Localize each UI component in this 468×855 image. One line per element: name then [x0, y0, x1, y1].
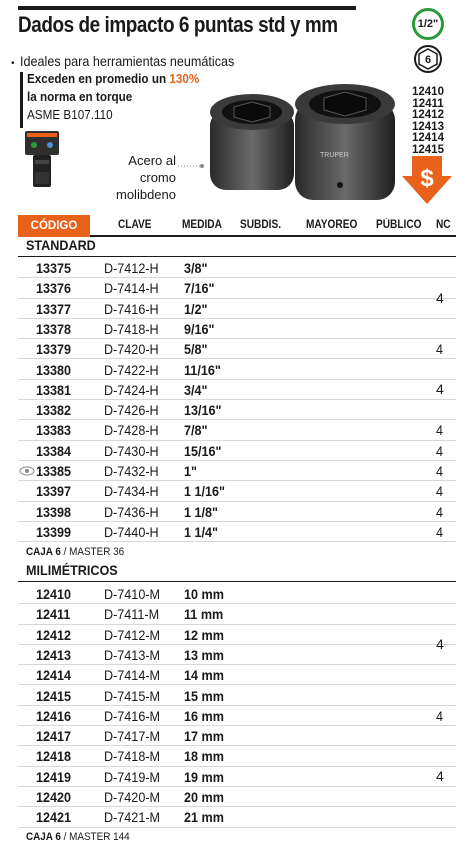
table-row — [18, 258, 456, 278]
product-code-cell: 13398 — [36, 503, 72, 520]
table-row — [18, 645, 456, 665]
bullet-dot: • — [11, 58, 15, 69]
nc-cell: 4 — [436, 341, 444, 358]
caja-label: CAJA 6 — [26, 546, 61, 558]
medida-cell: 3/4" — [184, 381, 208, 398]
product-code-cell: 12416 — [36, 707, 72, 724]
table-row — [18, 380, 456, 400]
table-row — [18, 807, 456, 827]
clave-cell: D-7416-M — [104, 707, 161, 724]
drive-size-badge — [412, 8, 444, 40]
eye-icon — [19, 466, 35, 476]
hex-points-label: 6 — [424, 54, 432, 66]
caja-note-metric — [26, 831, 130, 843]
medida-cell: 13 mm — [184, 646, 224, 663]
medida-cell: 16 mm — [184, 707, 224, 724]
product-code-cell: 13384 — [36, 442, 72, 459]
product-code: 12415 — [412, 143, 444, 156]
caja-note-standard — [26, 546, 124, 558]
price-symbol: $ — [420, 165, 434, 192]
medida-cell: 15 mm — [184, 687, 224, 704]
product-code-cell: 13376 — [36, 280, 72, 297]
product-code-cell: 12410 — [36, 586, 72, 602]
clave-cell: D-7432-H — [104, 463, 159, 479]
medida-cell: 12 mm — [184, 626, 224, 643]
product-code-cell: 12418 — [36, 748, 72, 765]
product-code: 12412 — [412, 109, 444, 121]
table-row — [18, 625, 456, 645]
product-code-list — [408, 87, 448, 156]
medida-cell: 21 mm — [184, 809, 224, 826]
medida-cell: 1 1/8" — [184, 503, 219, 520]
product-code-cell: 13399 — [36, 523, 72, 540]
product-code-cell: 12412 — [36, 626, 72, 643]
clave-cell: D-7417-M — [104, 728, 161, 745]
product-code-cell: 13375 — [36, 260, 72, 276]
product-code-cell: 13383 — [36, 422, 72, 439]
col-publico: PÚBLICO — [376, 219, 422, 231]
clave-cell: D-7440-H — [104, 523, 159, 540]
table-row — [18, 278, 456, 298]
product-code: 12410 — [412, 86, 444, 98]
table-row — [18, 604, 456, 624]
material-label: Acero al cromo molibdeno — [116, 153, 176, 202]
table-row — [18, 299, 456, 319]
nc-cell: 4 — [436, 503, 444, 520]
medida-cell: 14 mm — [184, 667, 224, 684]
product-code-cell: 13380 — [36, 361, 72, 378]
clave-cell: D-7424-H — [104, 381, 159, 398]
medida-cell: 19 mm — [184, 768, 224, 785]
medida-cell: 3/8" — [184, 260, 208, 276]
col-mayoreo: MAYOREO — [306, 219, 358, 231]
nc-group-value: 4 — [436, 768, 444, 784]
section-divider — [18, 256, 456, 257]
caja-label: CAJA 6 — [26, 831, 61, 843]
table-row — [18, 767, 456, 787]
socket-product-image — [200, 82, 410, 207]
feature-norm: la norma en torque — [27, 89, 133, 104]
product-code-cell: 12417 — [36, 728, 72, 745]
clave-cell: D-7416-H — [104, 300, 159, 317]
table-row — [18, 665, 456, 685]
medida-cell: 7/16" — [184, 280, 215, 297]
medida-cell: 20 mm — [184, 789, 224, 805]
clave-cell: D-7412-H — [104, 260, 159, 276]
nc-cell: 4 — [436, 707, 444, 724]
nc-cell: 4 — [436, 523, 444, 540]
product-code-cell: 12419 — [36, 768, 72, 785]
nc-cell: 4 — [436, 463, 444, 479]
clave-cell: D-7419-M — [104, 768, 161, 785]
product-code-cell: 13378 — [36, 320, 72, 337]
clave-cell: D-7418-M — [104, 748, 161, 765]
feature-torque-percent: 130% — [169, 71, 200, 86]
product-code-cell: 12415 — [36, 687, 72, 704]
table-row — [18, 339, 456, 359]
medida-cell: 1 1/4" — [184, 523, 219, 540]
nc-cell: 4 — [436, 422, 444, 439]
col-medida: MEDIDA — [182, 219, 222, 231]
medida-cell: 15/16" — [184, 442, 222, 459]
medida-cell: 1 1/16" — [184, 483, 226, 500]
nc-cell: 4 — [436, 483, 444, 500]
clave-cell: D-7415-M — [104, 687, 161, 704]
clave-cell: D-7410-M — [104, 586, 161, 602]
col-code: CÓDIGO — [18, 215, 90, 237]
clave-cell: D-7420-H — [104, 341, 159, 358]
product-code-cell: 12414 — [36, 667, 72, 684]
nc-group-value: 4 — [436, 290, 444, 306]
table-row — [18, 319, 456, 339]
medida-cell: 13/16" — [184, 402, 222, 419]
clave-cell: D-7413-M — [104, 646, 161, 663]
table-row — [18, 706, 456, 726]
title-rule — [18, 6, 356, 10]
clave-cell: D-7414-H — [104, 280, 159, 297]
table-row — [18, 584, 456, 604]
nc-group-value: 4 — [436, 381, 444, 397]
table-row — [18, 787, 456, 807]
drive-size-label: 1/2" — [417, 18, 439, 30]
product-code-cell: 13381 — [36, 381, 72, 398]
product-code-cell: 12421 — [36, 809, 72, 826]
table-row — [18, 360, 456, 380]
medida-cell: 11/16" — [184, 361, 221, 378]
product-code-cell: 13379 — [36, 341, 72, 358]
clave-cell: D-7411-M — [104, 606, 160, 623]
clave-cell: D-7422-H — [104, 361, 159, 378]
col-clave: CLAVE — [118, 219, 152, 231]
col-subdis: SUBDIS. — [240, 219, 282, 231]
product-code-cell: 12420 — [36, 789, 72, 805]
table-row — [18, 746, 456, 766]
price-arrow-icon — [402, 156, 452, 206]
master-label: / MASTER 144 — [60, 831, 130, 843]
clave-cell: D-7420-M — [104, 789, 161, 805]
clave-cell: D-7418-H — [104, 320, 159, 337]
table-row — [18, 726, 456, 746]
medida-cell: 7/8" — [184, 422, 208, 439]
clave-cell: D-7421-M — [104, 809, 161, 826]
nc-group-value: 4 — [436, 636, 444, 652]
product-code: 12413 — [412, 120, 444, 133]
table-row — [18, 420, 456, 440]
clave-cell: D-7430-H — [104, 442, 159, 459]
table-header — [18, 215, 456, 237]
product-code-cell: 13397 — [36, 483, 72, 500]
master-label: / MASTER 36 — [60, 546, 125, 558]
medida-cell: 17 mm — [184, 728, 224, 745]
subtitle: Ideales para herramientas neumáticas — [20, 53, 235, 69]
product-code: 12411 — [412, 97, 444, 110]
col-nc: NC — [436, 219, 451, 231]
clave-cell: D-7436-H — [104, 503, 159, 520]
table-row — [18, 686, 456, 706]
table-row — [18, 522, 456, 542]
table-row — [18, 481, 456, 501]
table-row — [18, 400, 456, 420]
feature-rule — [20, 72, 23, 128]
clave-cell: D-7414-M — [104, 667, 161, 684]
table-row — [18, 441, 456, 461]
feature-standard: ASME B107.110 — [27, 107, 113, 122]
section-metric-title: MILIMÉTRICOS — [26, 562, 118, 578]
medida-cell: 1/2" — [184, 300, 208, 317]
medida-cell: 11 mm — [184, 606, 224, 623]
product-code-cell: 13385 — [36, 463, 72, 479]
section-divider — [18, 581, 456, 582]
clave-cell: D-7434-H — [104, 483, 159, 500]
medida-cell: 18 mm — [184, 748, 224, 765]
page-title: Dados de impacto 6 puntas std y mm — [18, 12, 338, 37]
medida-cell: 1" — [184, 463, 197, 479]
feature-torque — [27, 71, 199, 86]
feature-torque-text: Exceden en promedio un — [27, 71, 170, 86]
hexagon-icon — [417, 48, 439, 70]
product-code-cell: 13382 — [36, 402, 72, 419]
section-standard-title: STANDARD — [26, 237, 96, 253]
clave-cell: D-7428-H — [104, 422, 159, 439]
medida-cell: 9/16" — [184, 320, 215, 337]
clave-cell: D-7412-M — [104, 626, 161, 643]
product-code: 12414 — [412, 132, 444, 144]
medida-cell: 5/8" — [184, 341, 208, 358]
medida-cell: 10 mm — [184, 586, 224, 602]
table-row — [18, 502, 456, 522]
product-code-cell: 12411 — [36, 606, 71, 623]
table-row — [18, 461, 456, 481]
clave-cell: D-7426-H — [104, 402, 159, 419]
nc-cell: 4 — [436, 442, 444, 459]
product-code-cell: 12413 — [36, 646, 72, 663]
socket-brand-text: TRUPER — [320, 152, 349, 159]
package-image — [24, 130, 60, 190]
hex-points-badge — [414, 45, 442, 73]
product-code-cell: 13377 — [36, 300, 72, 317]
